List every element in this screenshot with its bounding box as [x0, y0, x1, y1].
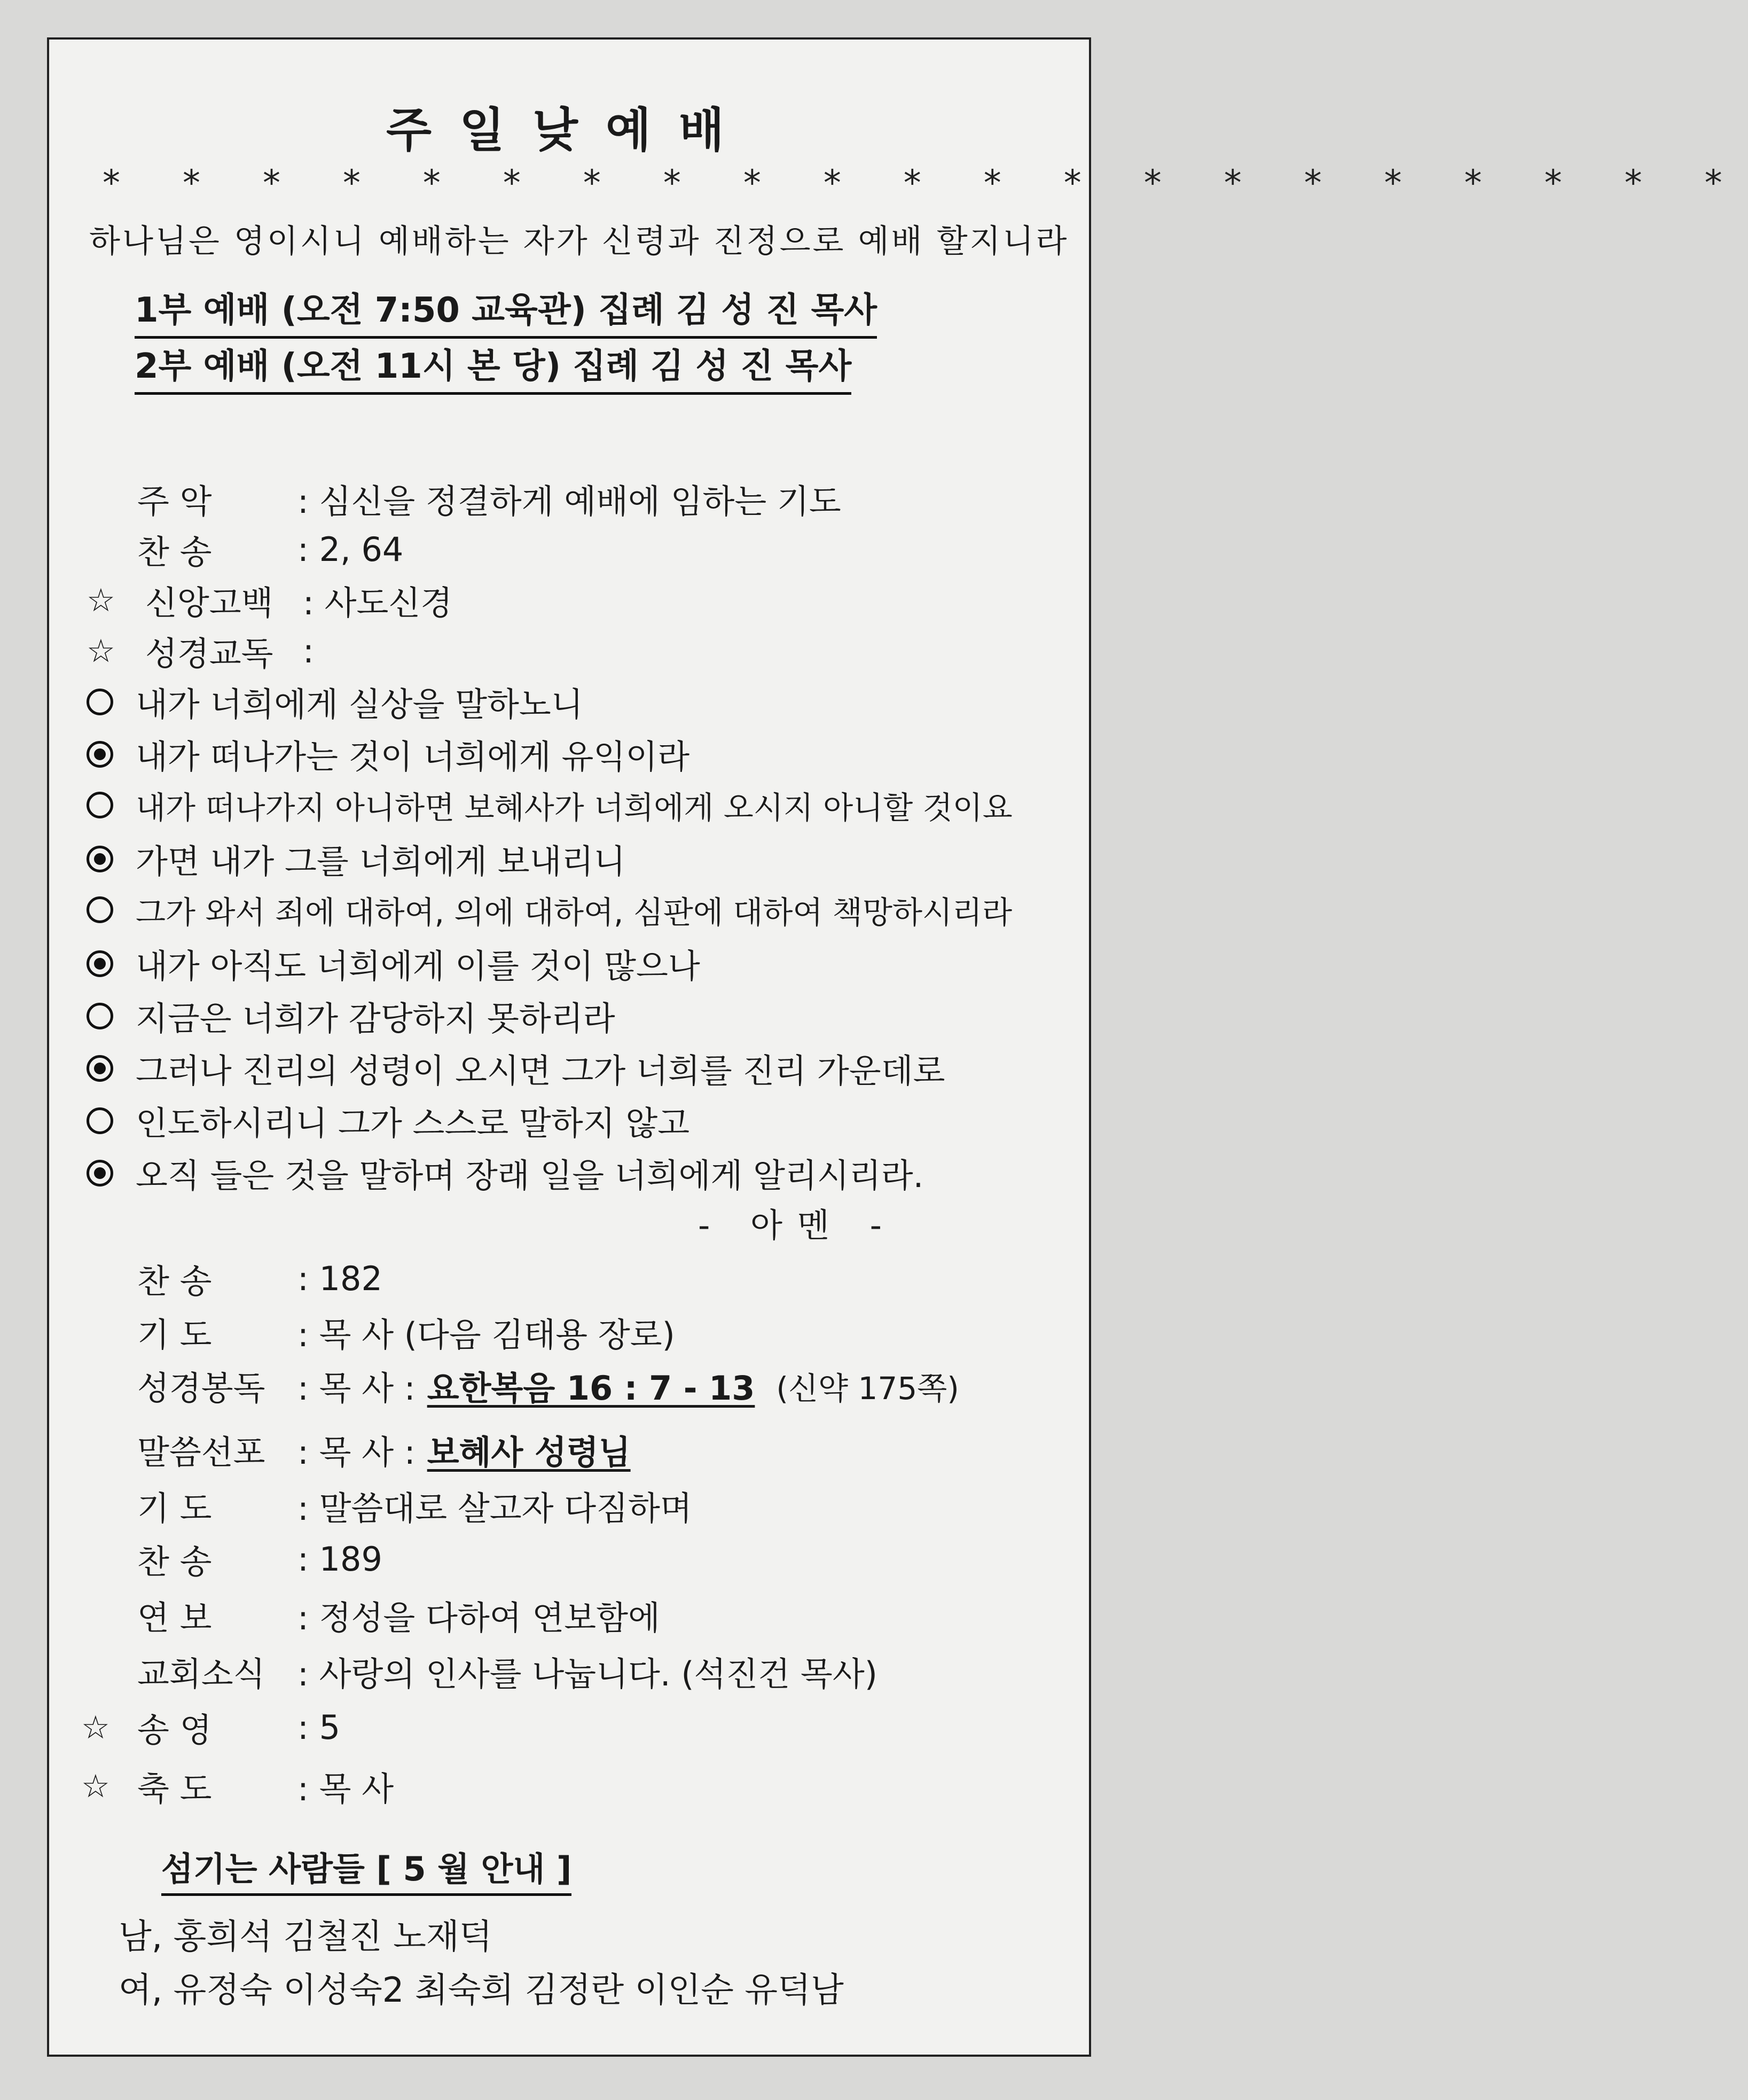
order-label: 주 악 [137, 482, 212, 521]
order-value: : 심신을 정결하게 예배에 임하는 기도 [297, 482, 841, 521]
reading-text: 지금은 너희가 감당하지 못하리라 [136, 999, 615, 1038]
order-value: : 목 사 : [297, 1433, 416, 1472]
reading-line [87, 730, 689, 778]
order-label: 기 도 [137, 1315, 212, 1354]
filled-circle-icon [87, 741, 113, 768]
bulletin-page [47, 37, 1748, 2057]
reading-text: 내가 아직도 너희에게 이를 것이 많으나 [136, 947, 700, 986]
reading-text: 그러나 진리의 성령이 오시면 그가 너희를 진리 가운데로 [136, 1051, 945, 1090]
reading-line [87, 835, 625, 883]
order-value: : 182 [297, 1259, 382, 1298]
star-icon: ☆ [81, 1708, 110, 1746]
reading-text: 오직 들은 것을 말하며 장래 일을 너희에게 알리시리라. [136, 1156, 924, 1195]
order-value: : 목 사 : [297, 1369, 416, 1408]
order-value: : [303, 631, 314, 670]
reading-line [87, 678, 583, 725]
reading-line [87, 887, 1012, 932]
amen: - 아멘 - [698, 1206, 897, 1245]
page-title: 주일낮예배 [386, 103, 752, 158]
servers-heading: 섬기는 사람들 [ 5 월 안내 ] [161, 1843, 571, 1896]
reading-line [87, 992, 615, 1040]
order-label: 말씀선포 [137, 1433, 265, 1472]
scripture-reference: 요한복음 16 : 7 - 13 [427, 1369, 755, 1408]
order-label: 연 보 [137, 1598, 212, 1637]
order-value: : 정성을 다하여 연보함에 [297, 1598, 660, 1637]
reading-line [87, 1097, 689, 1144]
reading-line [87, 940, 700, 987]
order-hymn-1 [137, 526, 403, 573]
order-offering [137, 1591, 660, 1639]
order-creed [87, 576, 452, 624]
scripture-page: (신약 175쪽) [776, 1370, 959, 1407]
order-label: 찬 송 [137, 1262, 212, 1301]
filled-circle-icon [87, 950, 113, 977]
filled-circle-icon [87, 846, 113, 872]
order-value: : 목 사 [297, 1769, 394, 1808]
order-prelude [137, 475, 841, 522]
order-benediction [81, 1762, 394, 1810]
order-value: : 사도신경 [303, 583, 453, 622]
empty-circle-icon [87, 1107, 113, 1134]
order-prayer-2 [137, 1482, 692, 1529]
reading-line [87, 783, 1013, 827]
order-value: : 사랑의 인사를 나눕니다. (석진건 목사) [297, 1654, 877, 1693]
order-label: 찬 송 [137, 1542, 212, 1581]
order-label: 신앙고백 [145, 583, 273, 622]
order-label: 교회소식 [137, 1654, 265, 1693]
order-label: 송 영 [137, 1711, 212, 1750]
order-prayer [137, 1308, 675, 1356]
order-sermon [137, 1426, 631, 1473]
reading-line [87, 1149, 923, 1197]
filled-circle-icon [87, 1055, 113, 1082]
filled-circle-icon [87, 1160, 113, 1186]
reading-text: 내가 너희에게 실상을 말하노니 [136, 685, 583, 724]
reading-text: 그가 와서 죄에 대하여, 의에 대하여, 심판에 대하여 책망하시리라 [136, 894, 1013, 931]
empty-circle-icon [87, 1003, 113, 1029]
empty-circle-icon [87, 792, 113, 818]
servers-men: 남, 홍희석 김철진 노재덕 [119, 1917, 492, 1957]
reading-text: 가면 내가 그를 너희에게 보내리니 [136, 842, 626, 881]
empty-circle-icon [87, 896, 113, 923]
star-divider: * * * * * * * * * * * * * * * * * * * * * [103, 162, 1748, 204]
order-label: 기 도 [137, 1489, 212, 1528]
order-value: : 189 [297, 1540, 382, 1579]
order-label: 성경봉독 [137, 1369, 265, 1408]
reading-text: 인도하시리니 그가 스스로 말하지 않고 [136, 1104, 690, 1143]
reading-text: 내가 떠나가는 것이 너희에게 유익이라 [136, 737, 690, 776]
star-icon: ☆ [87, 632, 115, 670]
star-icon: ☆ [87, 581, 115, 619]
servers-women: 여, 유정숙 이성숙2 최숙희 김정란 이인순 유덕남 [119, 1971, 844, 2010]
service-2: 2부 예배 (오전 11시 본 당) 집례 김 성 진 목사 [135, 339, 851, 395]
order-scripture [137, 1362, 959, 1409]
sermon-title: 보혜사 성령님 [427, 1433, 631, 1472]
order-label: 축 도 [137, 1769, 212, 1808]
order-label: 성경교독 [145, 634, 273, 673]
order-hymn-2 [137, 1255, 382, 1302]
order-hymn-3 [137, 1535, 382, 1583]
order-value: : 목 사 (다음 김태용 장로) [297, 1315, 675, 1354]
order-church-news [137, 1648, 877, 1695]
star-icon: ☆ [81, 1767, 110, 1805]
order-value: : 말씀대로 살고자 다짐하며 [297, 1489, 692, 1528]
order-value: : 2, 64 [297, 530, 404, 569]
empty-circle-icon [87, 689, 113, 715]
reading-line [87, 1044, 945, 1092]
service-1: 1부 예배 (오전 7:50 교육관) 집례 김 성 진 목사 [135, 283, 877, 339]
order-value: : 5 [297, 1708, 341, 1747]
order-responsive-reading [87, 627, 314, 675]
order-label: 찬 송 [137, 533, 212, 572]
reading-text: 내가 떠나가지 아니하면 보혜사가 너희에게 오시지 아니할 것이요 [136, 790, 1013, 826]
theme-verse: 하나님은 영이시니 예배하는 자가 신령과 진정으로 예배 할지니라 [89, 223, 1069, 260]
order-doxology [81, 1704, 340, 1751]
